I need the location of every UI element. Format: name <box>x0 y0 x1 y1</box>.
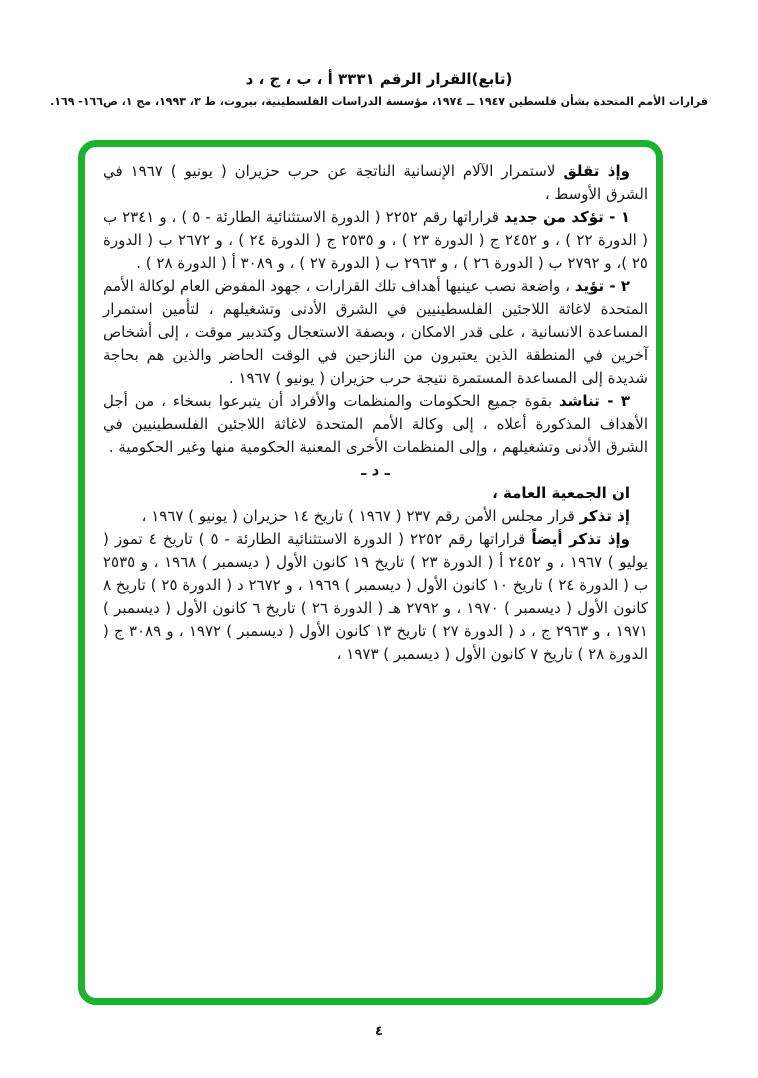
resolution-body <box>103 160 648 666</box>
operative-paragraph-2 <box>103 275 648 390</box>
paragraph-text: ، واضعة نصب عينيها أهداف تلك القرارات ، جهود المفوض العام لوكالة الأمم المتحدة لاغاثة اللاجئين الفلسطينيين في الشرق الأدنى وتشغيلهم ، لتأمين استمرار المساعدة الانسانية ، على قدر الامكان ، وبصفة الاستعجال وكتدبير موقت ، إلى أشخاص آخرين في المنطقة الذين يعتبرون من النازحين في الوقت الحاضر والذين هم بحاجة شديدة إلى المساعدة المستمرة نتيجة حرب حزيران ( يونيو ) ١٩٦٧ . <box>103 277 648 387</box>
operative-paragraph-3 <box>103 390 648 459</box>
paragraph-lead: وإذ تقلق <box>563 162 630 180</box>
paragraph-lead: وإذ تذكر أيضاً <box>531 530 630 548</box>
operative-paragraph-1 <box>103 206 648 275</box>
preamble-paragraph <box>103 160 648 206</box>
assembly-heading-paragraph <box>103 482 648 505</box>
page-number: ٤ <box>375 1024 383 1039</box>
recalling-paragraph-1 <box>103 505 648 528</box>
paragraph-text: لاستمرار الآلام الإنسانية الناتجة عن حرب حزيران ( يونيو ) ١٩٦٧ في الشرق الأوسط ، <box>103 162 648 203</box>
paragraph-lead: إذ تذكر <box>579 507 630 525</box>
paragraph-text: قرار مجلس الأمن رقم ٢٣٧ ( ١٩٦٧ ) تاريخ ١٤ حزيران ( يونيو ) ١٩٦٧ ، <box>141 507 575 525</box>
green-frame <box>78 140 663 1005</box>
paragraph-lead: ١ - تؤكد من جديد <box>503 208 630 226</box>
paragraph-lead: ان الجمعية العامة ، <box>492 484 630 502</box>
paragraph-text: قراراتها رقم ٢٢٥٢ ( الدورة الاستثنائية الطارئة - ٥ ) تاريخ ٤ تموز ( يوليو ) ١٩٦٧ ، و ٢٤٥٢ أ ( الدورة ٢٣ ) تاريخ ١٩ كانون الأول ( ديسمبر ) ١٩٦٨ ، و ٢٥٣٥ ب ( الدورة ٢٤ ) تاريخ ١٠ كانون الأول ( ديسمبر ) ١٩٦٩ ، و ٢٦٧٢ د ( الدورة ٢٥ ) تاريخ ٨ كانون الأول ( ديسمبر ) ١٩٧٠ ، و ٢٧٩٢ هـ ( الدورة ٢٦ ) تاريخ ٦ كانون الأول ( ديسمبر ) ١٩٧١ ، و ٢٩٦٣ ج ، د ( الدورة ٢٧ ) تاريخ ١٣ كانون الأول ( ديسمبر ) ١٩٧٢ ، و ٣٠٨٩ ج ( الدورة ٢٨ ) تاريخ ٧ كانون الأول ( ديسمبر ) ١٩٧٣ ، <box>103 530 648 663</box>
source-citation: قرارات الأمم المتحدة بشأن فلسطين ١٩٤٧ ــ ١٩٧٤، مؤسسة الدراسات الفلسطينية، بيروت، ط ٣، ١٩٩٣، مج ١، ص١٦٦- ١٦٩. <box>50 95 708 108</box>
paragraph-text: بقوة جميع الحكومات والمنظمات والأفراد أن يتبرعوا بسخاء ، من أجل الأهداف المذكورة أعلاه ، إلى وكالة الأمم المتحدة لاغاثة اللاجئين الفلسطينيين في الشرق الأدنى وتشغيلهم ، وإلى المنظمات الأخرى المعنية الحكومية منها وغير الحكومية . <box>103 392 648 456</box>
paragraph-text: قراراتها رقم ٢٢٥٢ ( الدورة الاستثنائية الطارئة - ٥ ) ، و ٢٣٤١ ب ( الدورة ٢٢ ) ، و ٢٤٥٢ ج ( الدورة ٢٣ ) ، و ٢٥٣٥ ج ( الدورة ٢٤ ) ، و ٢٦٧٢ ب ( الدورة ٢٥ )، و ٢٧٩٢ ب ( الدورة ٢٦ ) ، و ٢٩٦٣ ب ( الدورة ٢٧ ) ، و ٣٠٨٩ أ ( الدورة ٢٨ ) . <box>103 208 648 272</box>
recalling-paragraph-2 <box>103 528 648 666</box>
paragraph-lead: ٢ - تؤيد <box>574 277 630 295</box>
paragraph-lead: ٣ - تناشد <box>559 392 630 410</box>
document-header <box>0 70 758 108</box>
section-separator: ـ د ـ <box>361 461 390 479</box>
resolution-title: (تابع)القرار الرقم ٣٣٣١ أ ، ب ، ج ، د <box>245 70 513 88</box>
